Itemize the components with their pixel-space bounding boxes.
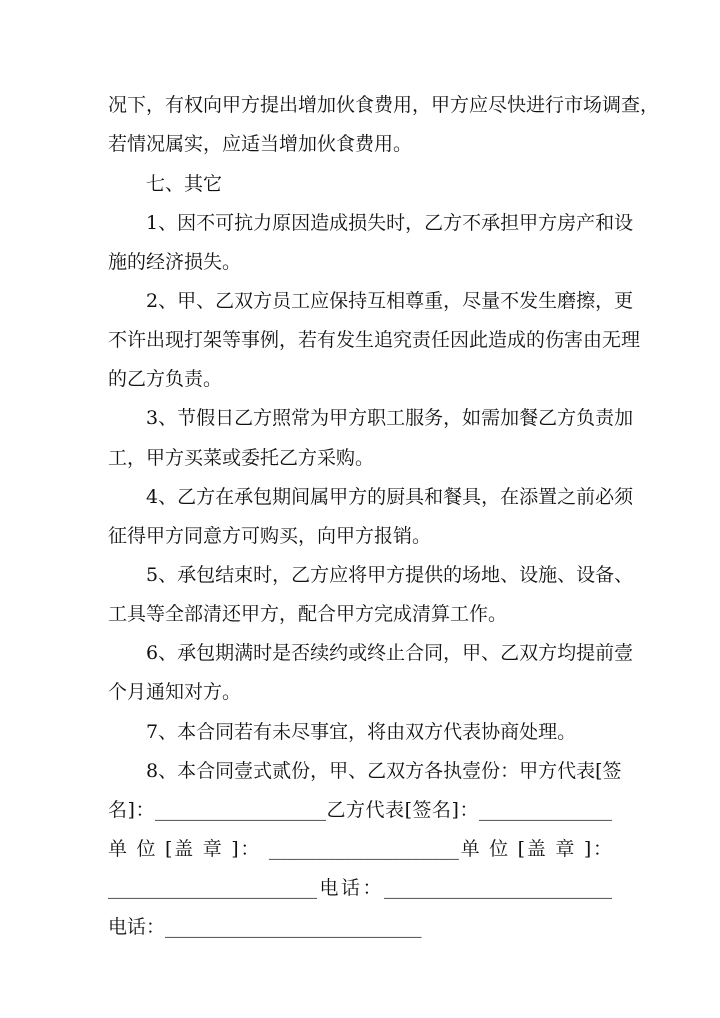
seal-line: 单 位 [盖 章 ]： ____________________单 位 [盖 章 ]： — [108, 838, 612, 860]
clause-8-line-1: 8、本合同壹式贰份，甲、乙双方各执壹份：甲方代表[签 — [146, 760, 622, 782]
paragraph-line: 若情况属实，应适当增加伙食费用。 — [108, 133, 413, 155]
clause-3-line-1: 3、节假日乙方照常为甲方职工服务，如需加餐乙方负责加 — [146, 407, 634, 429]
clause-4-line-1: 4、乙方在承包期间属甲方的厨具和餐具，在添置之前必须 — [146, 486, 634, 508]
clause-6-line-2: 个月通知对方。 — [108, 681, 242, 703]
clause-2-line-1: 2、甲、乙双方员工应保持互相尊重，尽量不发生磨擦，更 — [146, 290, 634, 312]
clause-7-line-1: 7、本合同若有未尽事宜，将由双方代表协商处理。 — [146, 721, 577, 743]
phone-line: ______________________电话：________________________ — [108, 877, 612, 899]
section-heading: 七、其它 — [146, 173, 223, 195]
clause-5-line-1: 5、承包结束时，乙方应将甲方提供的场地、设施、设备、 — [146, 564, 634, 586]
clause-1-line-2: 施的经济损失。 — [108, 251, 242, 273]
clause-2-line-3: 的乙方负责。 — [108, 368, 223, 390]
clause-5-line-2: 工具等全部清还甲方，配合甲方完成清算工作。 — [108, 603, 508, 625]
clause-4-line-2: 征得甲方同意方可购买，向甲方报销。 — [108, 525, 432, 547]
phone-line-last: 电话：___________________________ — [108, 916, 422, 938]
clause-1-line-1: 1、因不可抗力原因造成损失时，乙方不承担甲方房产和设 — [146, 212, 634, 234]
paragraph-line: 况下，有权向甲方提出增加伙食费用，甲方应尽快进行市场调查， — [108, 94, 660, 116]
clause-2-line-2: 不许出现打架等事例，若有发生追究责任因此造成的伤害由无理 — [108, 329, 641, 351]
clause-6-line-1: 6、承包期满时是否续约或终止合同，甲、乙双方均提前壹 — [146, 642, 634, 664]
clause-3-line-2: 工，甲方买菜或委托乙方采购。 — [108, 447, 375, 469]
signature-line: 名]：__________________乙方代表[签名]：______________ — [108, 799, 612, 821]
